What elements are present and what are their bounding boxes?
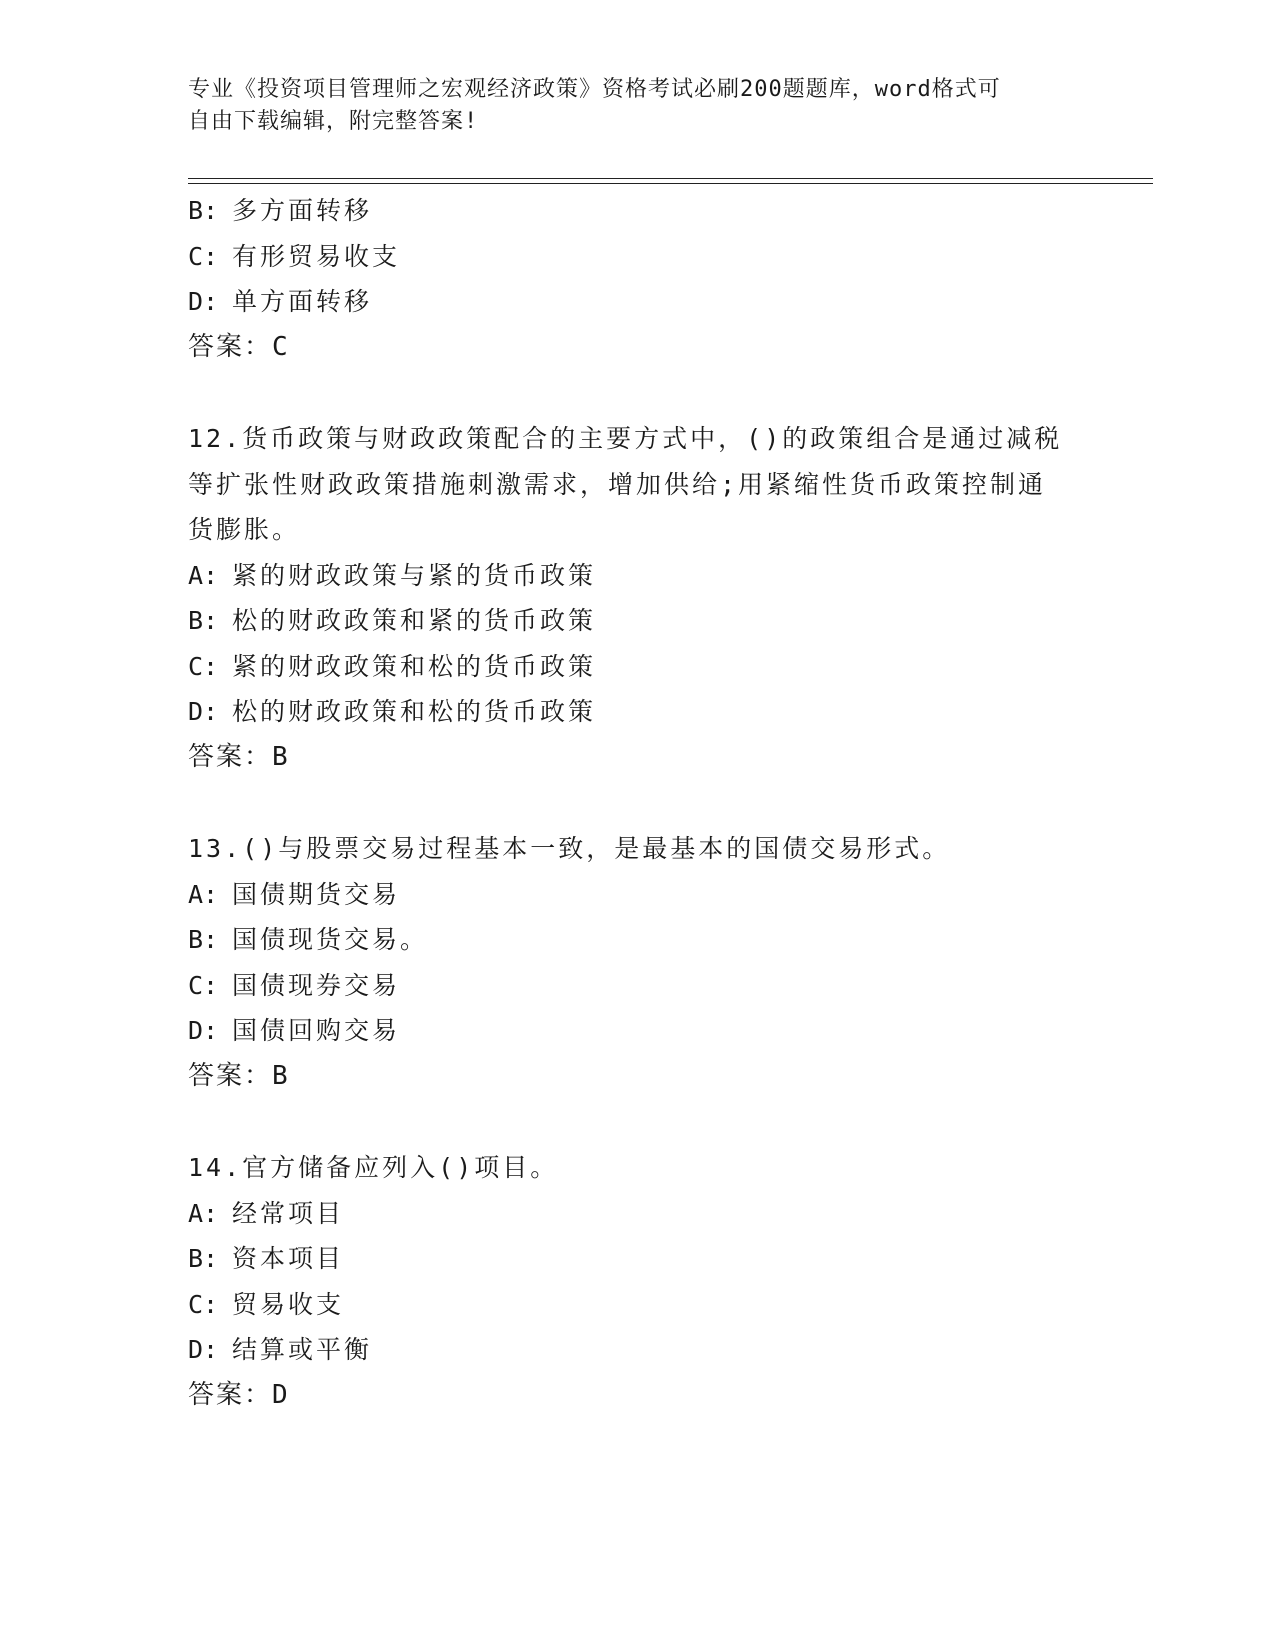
option-text: 多方面转移 <box>232 196 373 225</box>
option-line <box>188 188 1088 234</box>
option-line <box>188 279 1088 325</box>
question-stem-line: 12.货币政策与财政政策配合的主要方式中，()的政策组合是通过减税 <box>188 424 1063 453</box>
option-text: 有形贸易收支 <box>232 241 401 271</box>
option-label: C: <box>188 241 219 271</box>
option-label: A: <box>188 879 219 909</box>
option-line <box>188 1191 1088 1237</box>
option-label: C: <box>188 970 219 1000</box>
question-block <box>188 416 1088 780</box>
header-line-1: 专业《投资项目管理师之宏观经济政策》资格考试必刷200题题库，word格式可 <box>188 77 1001 102</box>
option-label: D: <box>188 1016 219 1045</box>
option-text: 国债现货交易。 <box>232 925 429 954</box>
option-label: C: <box>188 1289 219 1319</box>
option-text: 国债现券交易 <box>232 970 401 1000</box>
option-label: A: <box>188 1198 219 1228</box>
option-line <box>188 1282 1088 1328</box>
question-stem-line: 货膨胀。 <box>188 515 301 544</box>
option-line <box>188 644 1088 690</box>
header-rule-bottom <box>188 183 1153 184</box>
header-line-2: 自由下载编辑，附完整答案! <box>188 109 479 134</box>
option-text: 松的财政政策和紧的货币政策 <box>232 606 597 635</box>
option-text: 国债期货交易 <box>232 879 401 909</box>
answer-line: 答案：B <box>188 741 290 772</box>
option-line <box>188 872 1088 918</box>
option-label: B: <box>188 1244 219 1273</box>
option-line <box>188 553 1088 599</box>
option-text: 资本项目 <box>232 1244 345 1273</box>
option-line <box>188 689 1088 735</box>
document-header <box>188 74 1068 138</box>
option-line <box>188 1236 1088 1282</box>
option-line <box>188 1008 1088 1054</box>
option-label: C: <box>188 651 219 681</box>
option-text: 国债回购交易 <box>232 1016 401 1045</box>
option-label: D: <box>188 697 219 726</box>
carryover-block <box>188 188 1088 370</box>
question-stem-line: 等扩张性财政政策措施刺激需求，增加供给;用紧缩性货币政策控制通 <box>188 469 1047 499</box>
option-line <box>188 234 1088 280</box>
option-label: B: <box>188 196 219 225</box>
option-label: D: <box>188 287 219 316</box>
option-label: D: <box>188 1335 219 1364</box>
answer-line: 答案：C <box>188 331 290 362</box>
option-text: 单方面转移 <box>232 287 373 316</box>
answer-line: 答案：D <box>188 1379 290 1410</box>
option-label: B: <box>188 925 219 954</box>
option-label: A: <box>188 560 219 590</box>
option-line <box>188 598 1088 644</box>
option-text: 紧的财政政策和松的货币政策 <box>232 651 597 681</box>
header-rule-top <box>188 178 1153 179</box>
option-text: 贸易收支 <box>232 1289 345 1319</box>
question-block <box>188 1145 1088 1418</box>
option-text: 紧的财政政策与紧的货币政策 <box>232 560 597 590</box>
option-line <box>188 963 1088 1009</box>
option-text: 经常项目 <box>232 1198 345 1228</box>
option-line <box>188 917 1088 963</box>
question-content <box>188 188 1088 1418</box>
option-text: 结算或平衡 <box>232 1335 373 1364</box>
question-stem-line: 13.()与股票交易过程基本一致，是最基本的国债交易形式。 <box>188 834 951 863</box>
question-stem-line: 14.官方储备应列入()项目。 <box>188 1153 559 1182</box>
option-text: 松的财政政策和松的货币政策 <box>232 697 597 726</box>
question-block <box>188 826 1088 1099</box>
option-label: B: <box>188 606 219 635</box>
answer-line: 答案：B <box>188 1060 290 1091</box>
option-line <box>188 1327 1088 1373</box>
